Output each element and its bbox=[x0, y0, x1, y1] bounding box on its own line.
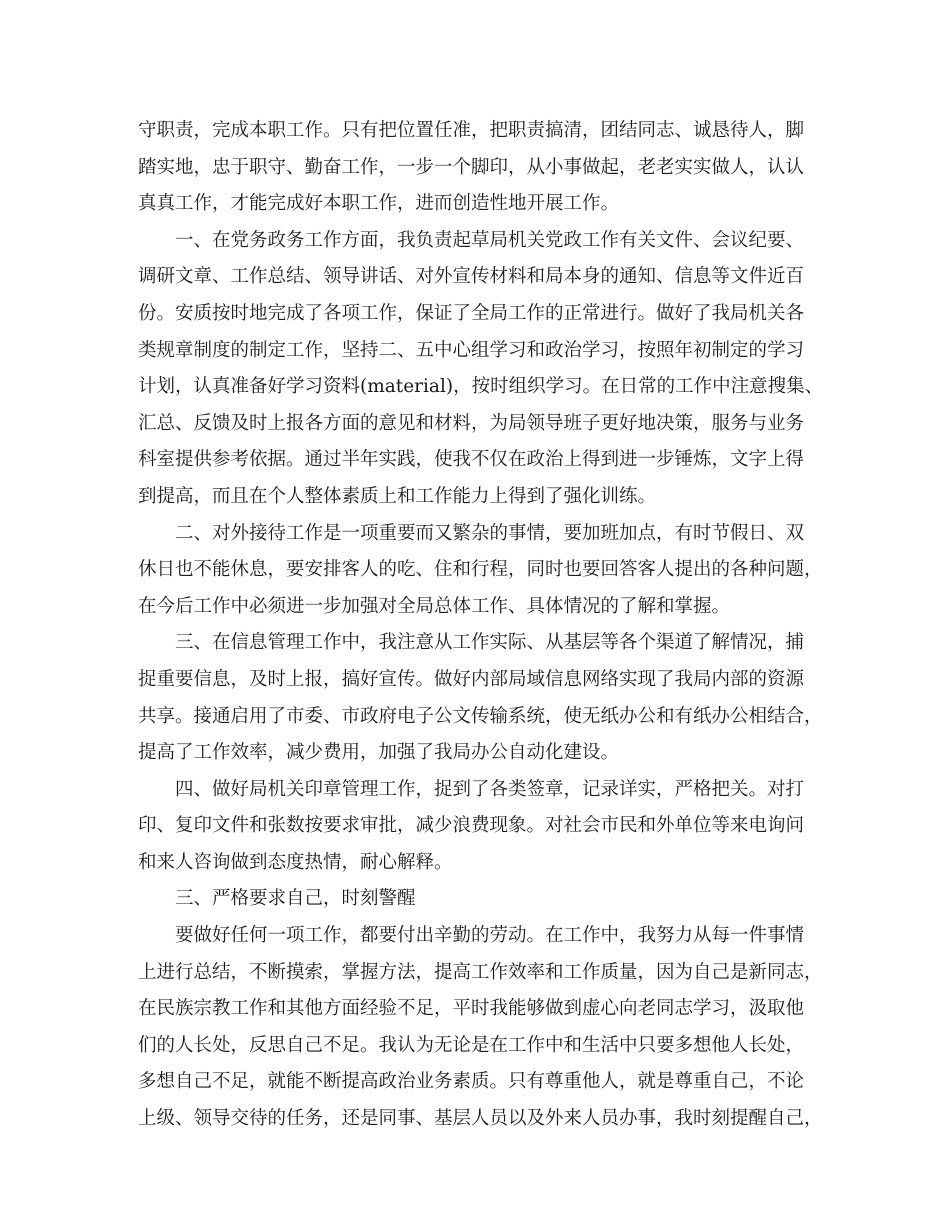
text-line: 份。安质按时地完成了各项工作，保证了全局工作的正常进行。做好了我局机关各 bbox=[138, 302, 805, 324]
text-line: 上进行总结，不断摸索，掌握方法，提高工作效率和工作质量，因为自己是新同志， bbox=[138, 961, 823, 983]
text-line: 捉重要信息，及时上报，搞好宣传。做好内部局域信息网络实现了我局内部的资源 bbox=[138, 668, 805, 690]
text-line: 守职责，完成本职工作。只有把位置任准，把职责搞清，团结同志、诚恳待人，脚 bbox=[138, 120, 805, 141]
text-line: 汇总、反馈及时上报各方面的意见和材料，为局领导班子更好地决策，服务与业务 bbox=[138, 412, 805, 434]
text-line: 一、在党务政务工作方面，我负责起草局机关党政工作有关文件、会议纪要、 bbox=[175, 229, 805, 251]
text-line: 共享。接通启用了市委、市政府电子公文传输系统，使无纸办公和有纸办公相结合， bbox=[138, 705, 823, 727]
text-line: 到提高，而且在个人整体素质上和工作能力上得到了强化训练。 bbox=[138, 485, 657, 507]
text-line: 休日也不能休息，要安排客人的吃、住和行程，同时也要回答客人提出的各种问题， bbox=[138, 559, 823, 581]
text-line: 类规章制度的制定工作，坚持二、五中心组学习和政治学习，按照年初制定的学习 bbox=[138, 339, 805, 361]
text-line: 多想自己不足，就能不断提高政治业务素质。只有尊重他人，就是尊重自己，不论 bbox=[138, 1071, 805, 1093]
text-line: 们的人长处，反思自己不足。我认为无论是在工作中和生活中只要多想他人长处， bbox=[138, 1034, 805, 1056]
document-body bbox=[138, 113, 828, 1138]
text-line: 印、复印文件和张数按要求审批，减少浪费现象。对社会市民和外单位等来电询问 bbox=[138, 815, 805, 837]
text-line: 三、在信息管理工作中，我注意从工作实际、从基层等各个渠道了解情况，捕 bbox=[175, 632, 805, 654]
text-line: 科室提供参考依据。通过半年实践，使我不仅在政治上得到进一步锤炼，文字上得 bbox=[138, 449, 805, 471]
text-line: 真真工作，才能完成好本职工作，进而创造性地开展工作。 bbox=[138, 193, 620, 215]
text-line: 要做好任何一项工作，都要付出辛勤的劳动。在工作中，我努力从每一件事情 bbox=[175, 925, 805, 947]
text-line: 和来人咨询做到态度热情，耐心解释。 bbox=[138, 851, 453, 873]
text-line: 提高了工作效率，减少费用，加强了我局办公自动化建设。 bbox=[138, 742, 620, 764]
text-line: 上级、领导交待的任务，还是同事、基层人员以及外来人员办事，我时刻提醒自己， bbox=[138, 1108, 823, 1130]
text-line: 调研文章、工作总结、领导讲话、对外宣传材料和局本身的通知、信息等文件近百 bbox=[138, 266, 805, 288]
text-line: 二、对外接待工作是一项重要而又繁杂的事情，要加班加点，有时节假日、双 bbox=[175, 522, 805, 544]
text-line: 三、严格要求自己，时刻警醒 bbox=[175, 888, 416, 910]
text-line: 四、做好局机关印章管理工作，捉到了各类签章，记录详实，严格把关。对打 bbox=[175, 778, 805, 800]
text-line: 计划，认真准备好学习资料(material)，按时组织学习。在日常的工作中注意搜集、 bbox=[138, 376, 824, 398]
text-line: 在民族宗教工作和其他方面经验不足，平时我能够做到虚心向老同志学习，汲取他 bbox=[138, 998, 805, 1020]
text-line: 在今后工作中必须进一步加强对全局总体工作、具体情况的了解和掌握。 bbox=[138, 595, 731, 617]
text-line: 踏实地，忠于职守、勤奋工作，一步一个脚印，从小事做起，老老实实做人，认认 bbox=[138, 156, 805, 178]
